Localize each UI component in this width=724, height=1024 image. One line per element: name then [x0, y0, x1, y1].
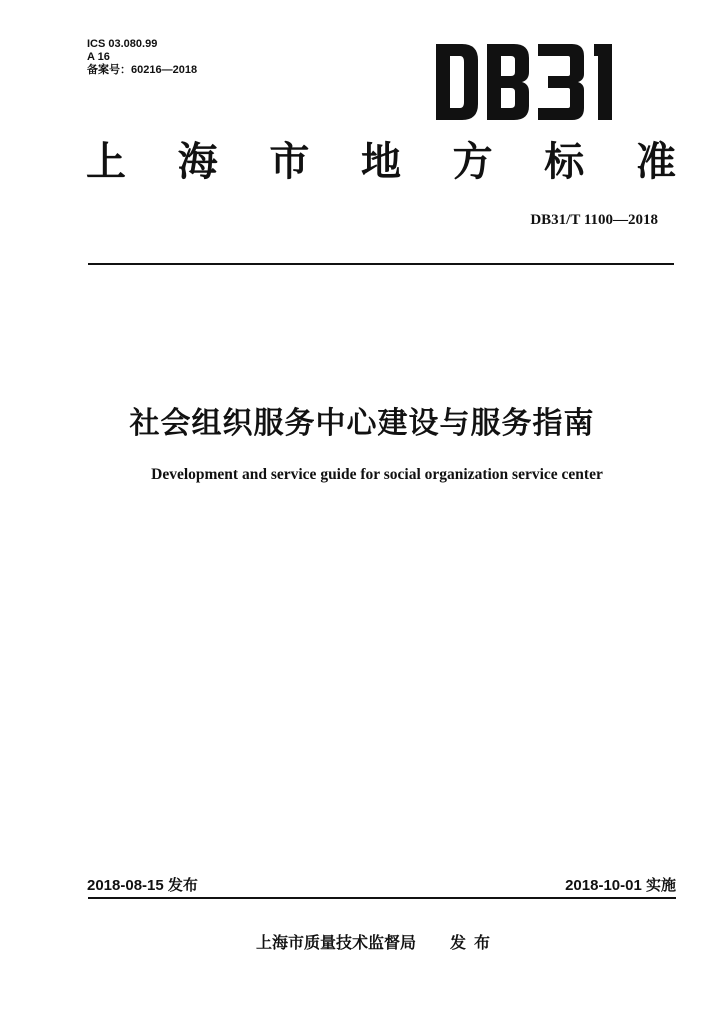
issuer-action: 发布: [450, 933, 499, 952]
filing-number: 备案号：60216—2018: [87, 64, 198, 76]
standard-type-char: 市: [269, 139, 310, 185]
implementation-date: 2018-10-01 实施: [565, 877, 676, 894]
ics-code: ICS 03.080.99: [87, 38, 158, 50]
document-title-en: Development and service guide for social organization service center: [151, 466, 603, 483]
standard-type-char: 上: [86, 139, 126, 185]
footer-divider: [88, 897, 676, 899]
standard-number: DB31/T 1100—2018: [530, 212, 658, 228]
document-title-cn: 社会组织服务中心建设与服务指南: [129, 406, 595, 441]
standard-type-char: 方: [452, 139, 493, 185]
standard-type-heading: [86, 138, 676, 186]
document-metadata: [87, 38, 197, 77]
standard-type-char: 海: [177, 139, 218, 185]
issue-date: 2018-08-15 发布: [87, 877, 198, 894]
standard-type-char: 地: [360, 139, 401, 185]
standard-type-char: 标: [544, 139, 585, 185]
issuer-line: [256, 930, 498, 953]
classification-code: A 16: [87, 51, 110, 63]
issuer-name: 上海市质量技术监督局: [256, 933, 417, 952]
db31-logo: [436, 44, 636, 120]
standard-type-char: 准: [635, 139, 676, 185]
header-divider: [88, 263, 674, 265]
